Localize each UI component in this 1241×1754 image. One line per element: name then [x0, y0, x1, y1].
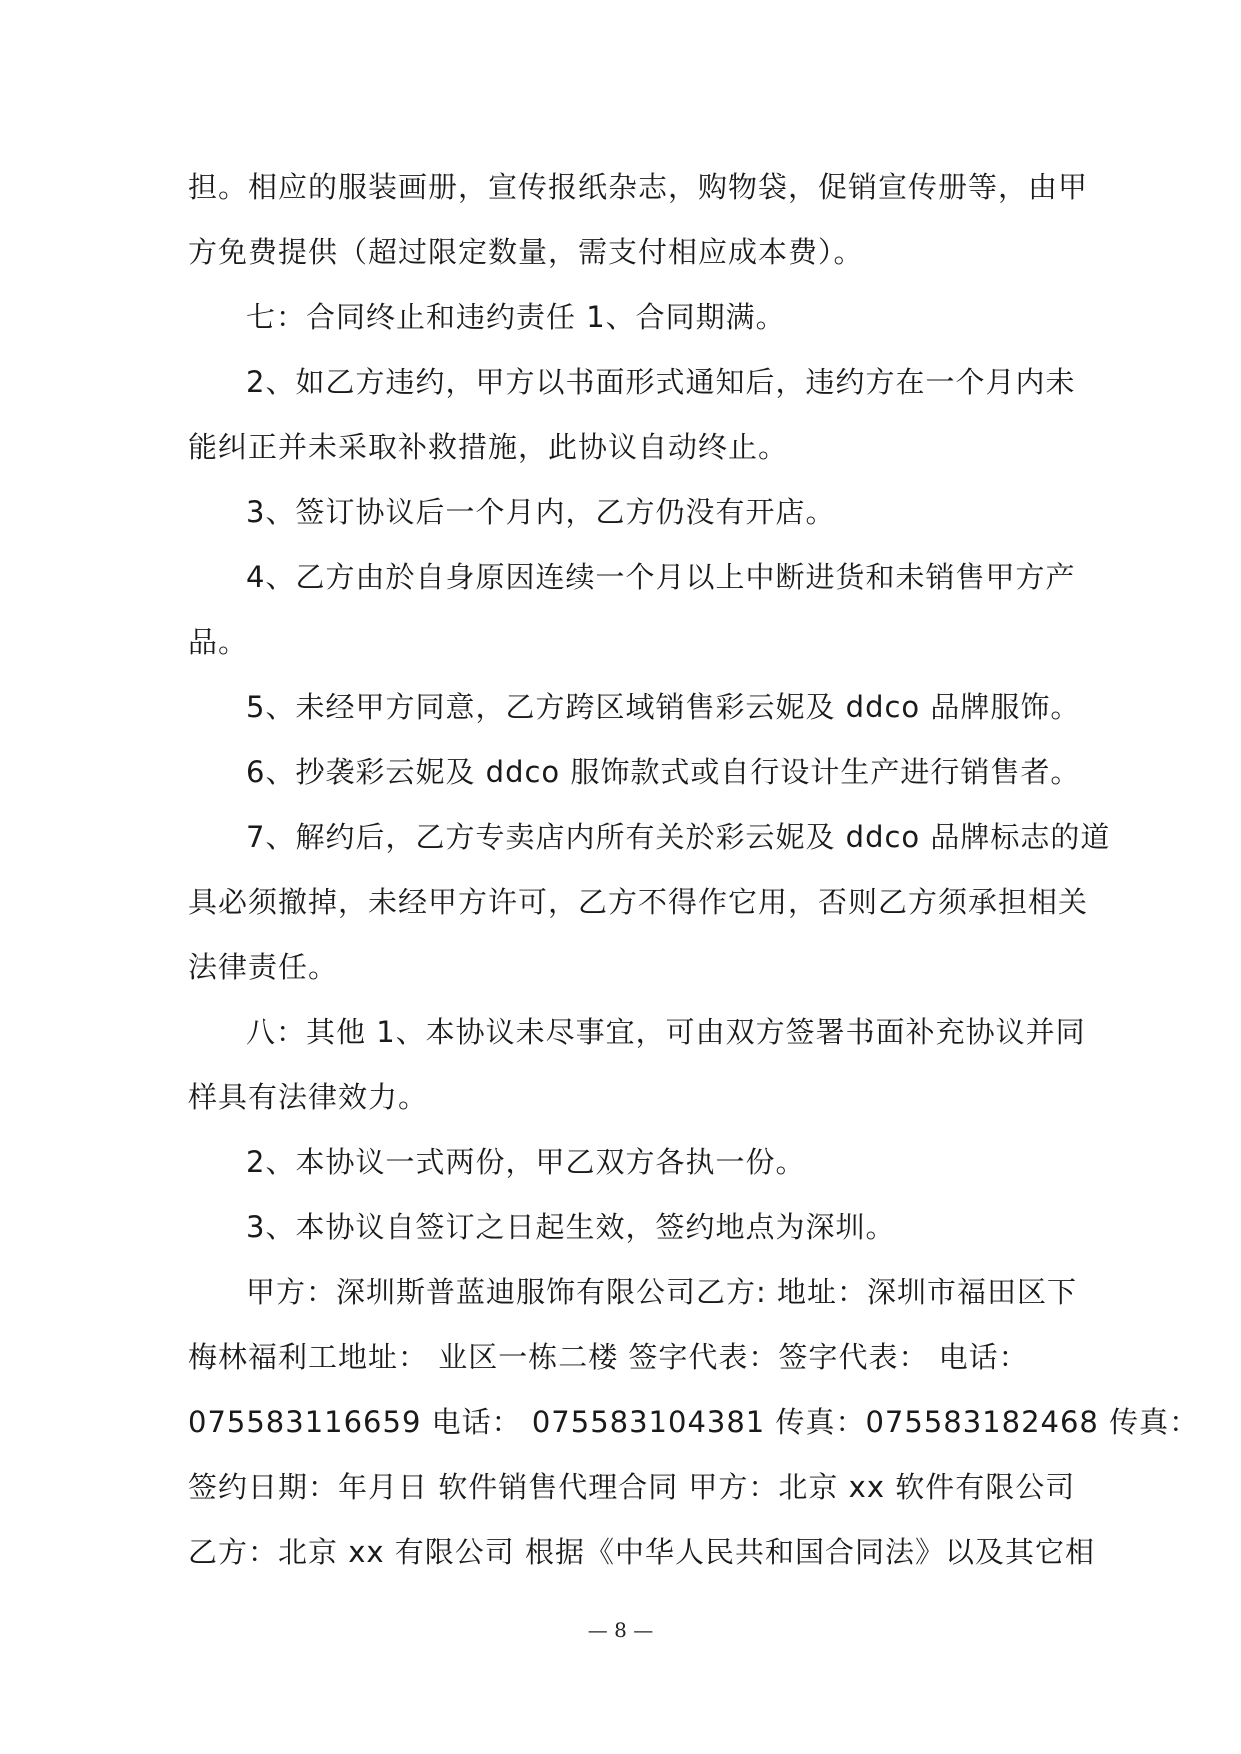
text-line: 七：合同终止和违约责任 1、合同期满。 [246, 300, 786, 334]
text-line: 甲方：深圳斯普蓝迪服饰有限公司乙方: 地址：深圳市福田区下 [246, 1275, 1077, 1309]
text-line: 具必须撤掉，未经甲方许可，乙方不得作它用，否则乙方须承担相关 [188, 885, 1089, 919]
text-line: 5、未经甲方同意，乙方跨区域销售彩云妮及 ddco 品牌服饰。 [246, 690, 1081, 724]
text-line: 075583116659 电话： 075583104381 传真：075583182468 传真： [188, 1405, 1200, 1439]
text-line: 签约日期：年月日 软件销售代理合同 甲方：北京 xx 软件有限公司 [188, 1470, 1076, 1504]
text-line: 梅林福利工地址： 业区一栋二楼 签字代表：签字代表： 电话： [188, 1340, 1029, 1374]
text-line: 6、抄袭彩云妮及 ddco 服饰款式或自行设计生产进行销售者。 [246, 755, 1081, 789]
text-line: 八：其他 1、本协议未尽事宜，可由双方签署书面补充协议并同 [246, 1015, 1086, 1049]
text-line: 样具有法律效力。 [188, 1080, 429, 1114]
text-line: 2、本协议一式两份，甲乙双方各执一份。 [246, 1145, 806, 1179]
text-line: 品。 [188, 625, 249, 659]
page-number: — 8 — [587, 1618, 654, 1642]
text-line: 法律责任。 [188, 950, 339, 984]
text-line: 担。相应的服装画册，宣传报纸杂志，购物袋，促销宣传册等，由甲 [188, 170, 1089, 204]
text-line: 7、解约后，乙方专卖店内所有关於彩云妮及 ddco 品牌标志的道 [246, 820, 1111, 854]
text-line: 3、签订协议后一个月内，乙方仍没有开店。 [246, 495, 836, 529]
text-line: 3、本协议自签订之日起生效，签约地点为深圳。 [246, 1210, 896, 1244]
text-line: 2、如乙方违约，甲方以书面形式通知后，违约方在一个月内未 [246, 365, 1076, 399]
document-body [188, 155, 1200, 1585]
text-line: 乙方：北京 xx 有限公司 根据《中华人民共和国合同法》以及其它相 [188, 1535, 1095, 1569]
text-line: 能纠正并未采取补救措施，此协议自动终止。 [188, 430, 789, 464]
text-line: 方免费提供（超过限定数量，需支付相应成本费）。 [188, 235, 864, 269]
text-line: 4、乙方由於自身原因连续一个月以上中断进货和未销售甲方产 [246, 560, 1076, 594]
